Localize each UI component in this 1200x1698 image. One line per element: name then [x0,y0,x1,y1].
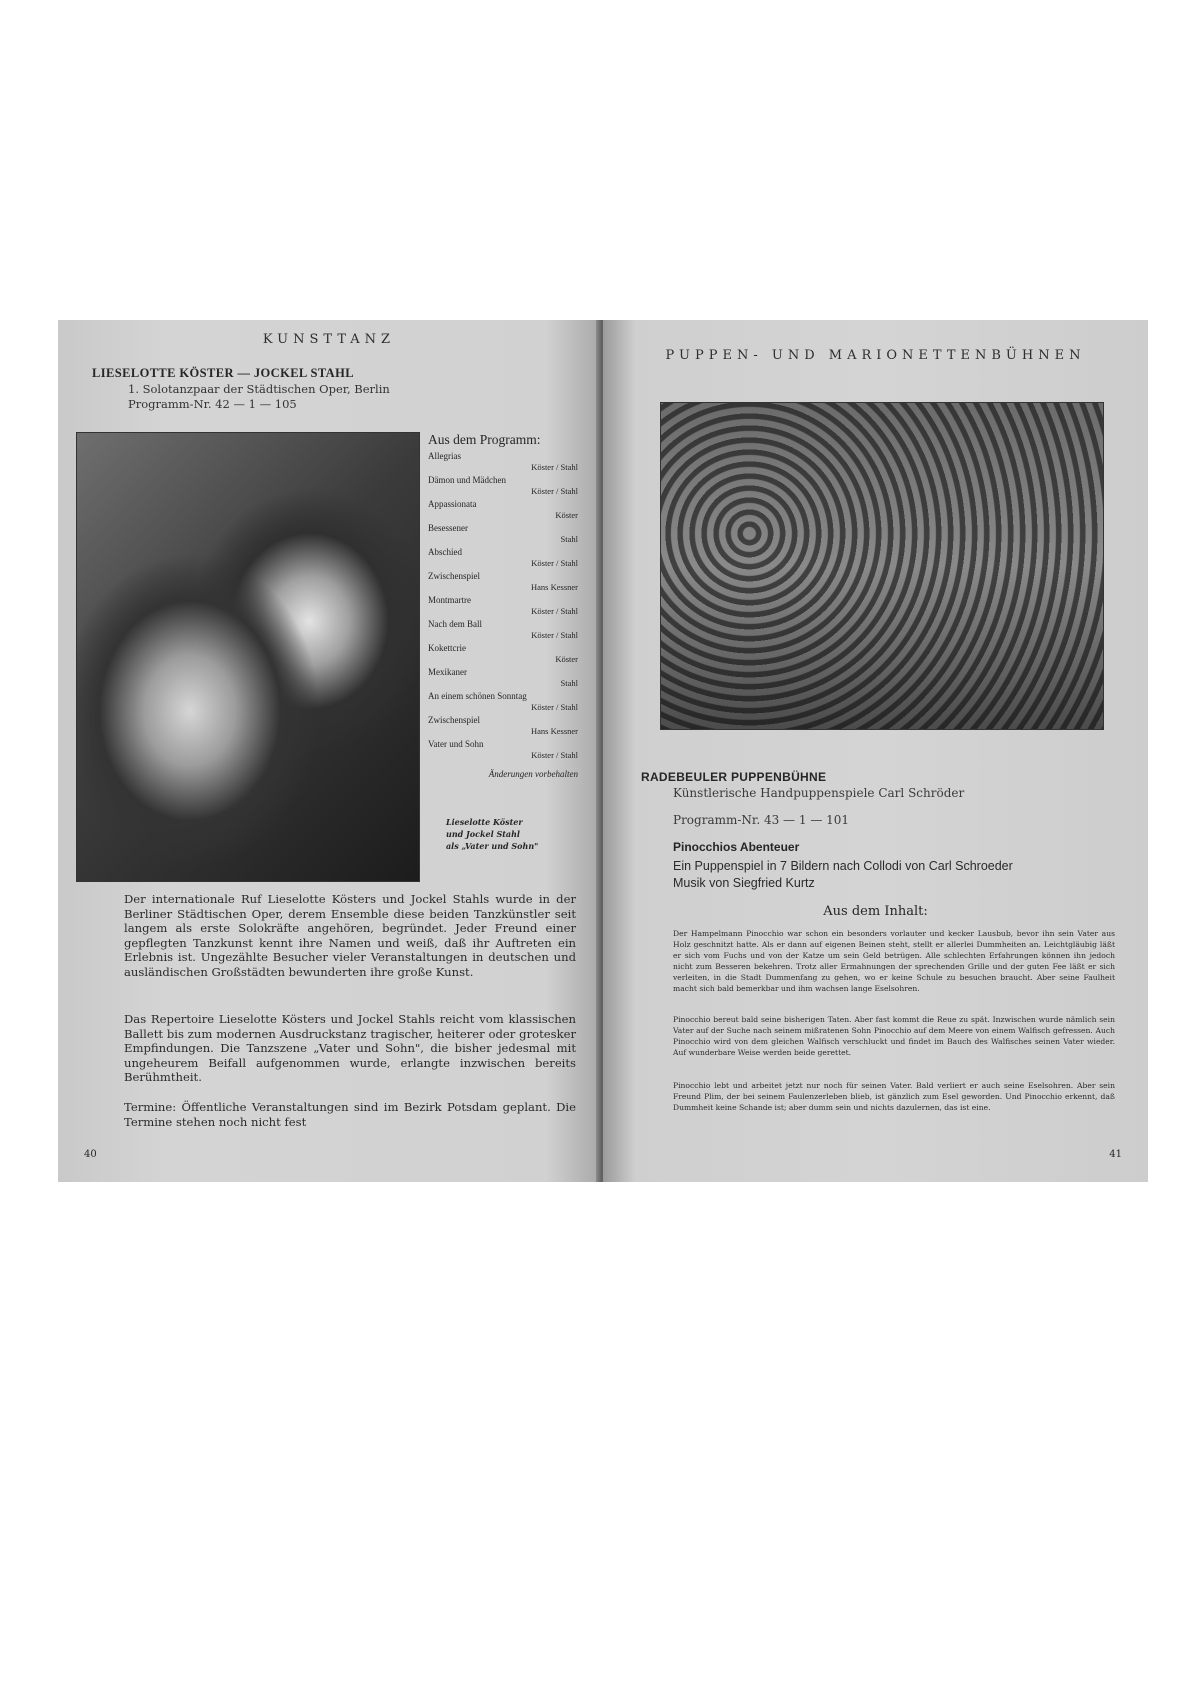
program-item-title: Vater und Sohn [428,739,484,749]
program-item-performer: Köster / Stahl [531,702,578,712]
photo-caption [446,816,566,852]
program-number: Programm-Nr. 43 — 1 — 101 [673,813,850,827]
program-item [428,475,588,499]
program-item-title: Mexikaner [428,667,467,677]
program-item-performer: Köster / Stahl [531,558,578,568]
content-paragraph: Der Hampelmann Pinocchio war schon ein besonders vorlauter und kecker Lausbub, bevor ihn sein Vater aus Holz geschnitzt hatte. Als er dann auf eigenen Beinen steht, stellt er allerlei Dummheiten an. Leichtgläubig läßt er sich vom Fuchs und von der Katze um sein Geld betrügen. Alle schlechten Erfahrungen können ihn jedoch nicht zum Besseren bekehren. Trotz aller Ermahnungen der sprechenden Grille und der guten Fee läßt er sich verleiten, in die Stadt Dummenfang zu gehen, wo er keine Schule zu besuchen braucht. Aber seine Faulheit macht sich bald bemerkbar und ihm wachsen lange Eselsohren. [673,929,1115,993]
program-item-performer: Köster / Stahl [531,606,578,616]
program-list [428,432,588,779]
play-description [673,858,1013,892]
program-item-performer: Köster / Stahl [531,630,578,640]
artist-subtitle: 1. Solotanzpaar der Städtischen Oper, Berlin [128,382,390,396]
program-item-title: Nach dem Ball [428,619,482,629]
caption-line: als „Vater und Sohn" [446,841,539,851]
play-description-line: Musik von Siegfried Kurtz [673,876,815,890]
program-item-performer: Köster / Stahl [531,750,578,760]
program-item [428,691,588,715]
program-item [428,499,588,523]
program-heading: Aus dem Programm: [428,432,541,447]
program-item-performer: Stahl [560,678,578,688]
section-title-puppen: PUPPEN- UND MARIONETTENBÜHNEN [665,348,1086,363]
book-spread [58,320,1148,1182]
left-page [58,320,600,1182]
audience-photo [660,402,1104,730]
artist-names: LIESELOTTE KÖSTER — JOCKEL STAHL [92,366,354,380]
program-item-performer: Köster / Stahl [531,486,578,496]
program-item-title: Abschied [428,547,462,557]
changes-note: Änderungen vorbehalten [488,769,578,779]
program-item [428,739,588,763]
body-paragraph: Das Repertoire Lieselotte Kösters und Jockel Stahls reicht vom klassischen Ballett bis zum modernen Ausdruckstanz tragischer, heiterer oder grotesker Empfindungen. Die Tanzszene „Vater und Sohn", die bisher jedesmal mit ungeheurem Beifall aufgenommen wurde, erlangte inzwischen bereits Berühmtheit. [124,1012,576,1084]
caption-line: Lieselotte Köster [446,817,523,827]
program-item [428,715,588,739]
program-item-title: Montmartre [428,595,471,605]
program-item-title: Appassionata [428,499,477,509]
program-item-title: Kokettcrie [428,643,466,653]
program-item-title: Allegrias [428,451,461,461]
program-item-title: Zwischenspiel [428,715,480,725]
play-title: Pinocchios Abenteuer [673,840,800,854]
program-item-title: Zwischenspiel [428,571,480,581]
section-title-kunsttanz: KUNSTTANZ [262,332,396,347]
program-item [428,619,588,643]
program-item [428,643,588,667]
program-item [428,547,588,571]
program-item-title: An einem schönen Sonntag [428,691,527,701]
body-paragraph: Termine: Öffentliche Veranstaltungen sind im Bezirk Potsdam geplant. Die Termine stehen noch nicht fest [124,1100,576,1129]
program-item-performer: Stahl [560,534,578,544]
program-item [428,523,588,547]
page-number: 41 [1109,1149,1122,1160]
right-page [603,320,1148,1182]
body-paragraph: Der internationale Ruf Lieselotte Kösters und Jockel Stahls wurde in der Berliner Städtischen Oper, derem Ensemble diese beiden Tanzkünstler seit langem als erste Solokräfte angehören, begründet. Jeder Freund einer gepflegten Tanzkunst kennt ihre Namen und weiß, daß ihr Auftreten ein Erlebnis ist. Ungezählte Besucher vieler Veranstaltungen in deutschen und ausländischen Großstädten bewunderten ihre große Kunst. [124,892,576,979]
page-number: 40 [84,1149,97,1160]
program-item [428,595,588,619]
program-item [428,451,588,475]
content-paragraph: Pinocchio lebt und arbeitet jetzt nur noch für seinen Vater. Bald verliert er auch seine Eselsohren. Aber sein Freund Plim, der bei seinem Faulenzerleben blieb, ist gänzlich zum Esel geworden. Und Pinocchio erkennt, daß Dummheit keine Schande ist; aber dumm sein und nichts dazulernen, das ist eine. [673,1081,1115,1112]
program-item-title: Besessener [428,523,468,533]
dancers-photo [76,432,420,882]
program-item [428,667,588,691]
company-name: RADEBEULER PUPPENBÜHNE [641,770,827,784]
caption-line: und Jockel Stahl [446,829,520,839]
program-item-performer: Hans Kessner [531,726,578,736]
program-item-performer: Köster [555,654,578,664]
program-item-performer: Hans Kessner [531,582,578,592]
play-description-line: Ein Puppenspiel in 7 Bildern nach Collodi von Carl Schroeder [673,859,1013,873]
content-heading: Aus dem Inhalt: [823,904,928,919]
program-item-performer: Köster [555,510,578,520]
program-item [428,571,588,595]
program-number: Programm-Nr. 42 — 1 — 105 [128,397,297,411]
content-paragraph: Pinocchio bereut bald seine bisherigen Taten. Aber fast kommt die Reue zu spät. Inzwischen wurde nämlich sein Vater auf der Suche nach seinem mißratenen Sohn Pinocchio auf dem Meere von einem Walfisch gefressen. Auch Pinocchio wird von dem gleichen Walfisch verschluckt und findet im Bauch des Walfisches seinen Vater wieder. Auf wunderbare Weise werden beide gerettet. [673,1015,1115,1057]
program-item-performer: Köster / Stahl [531,462,578,472]
company-subtitle: Künstlerische Handpuppenspiele Carl Schröder [673,786,965,800]
program-item-title: Dämon und Mädchen [428,475,506,485]
